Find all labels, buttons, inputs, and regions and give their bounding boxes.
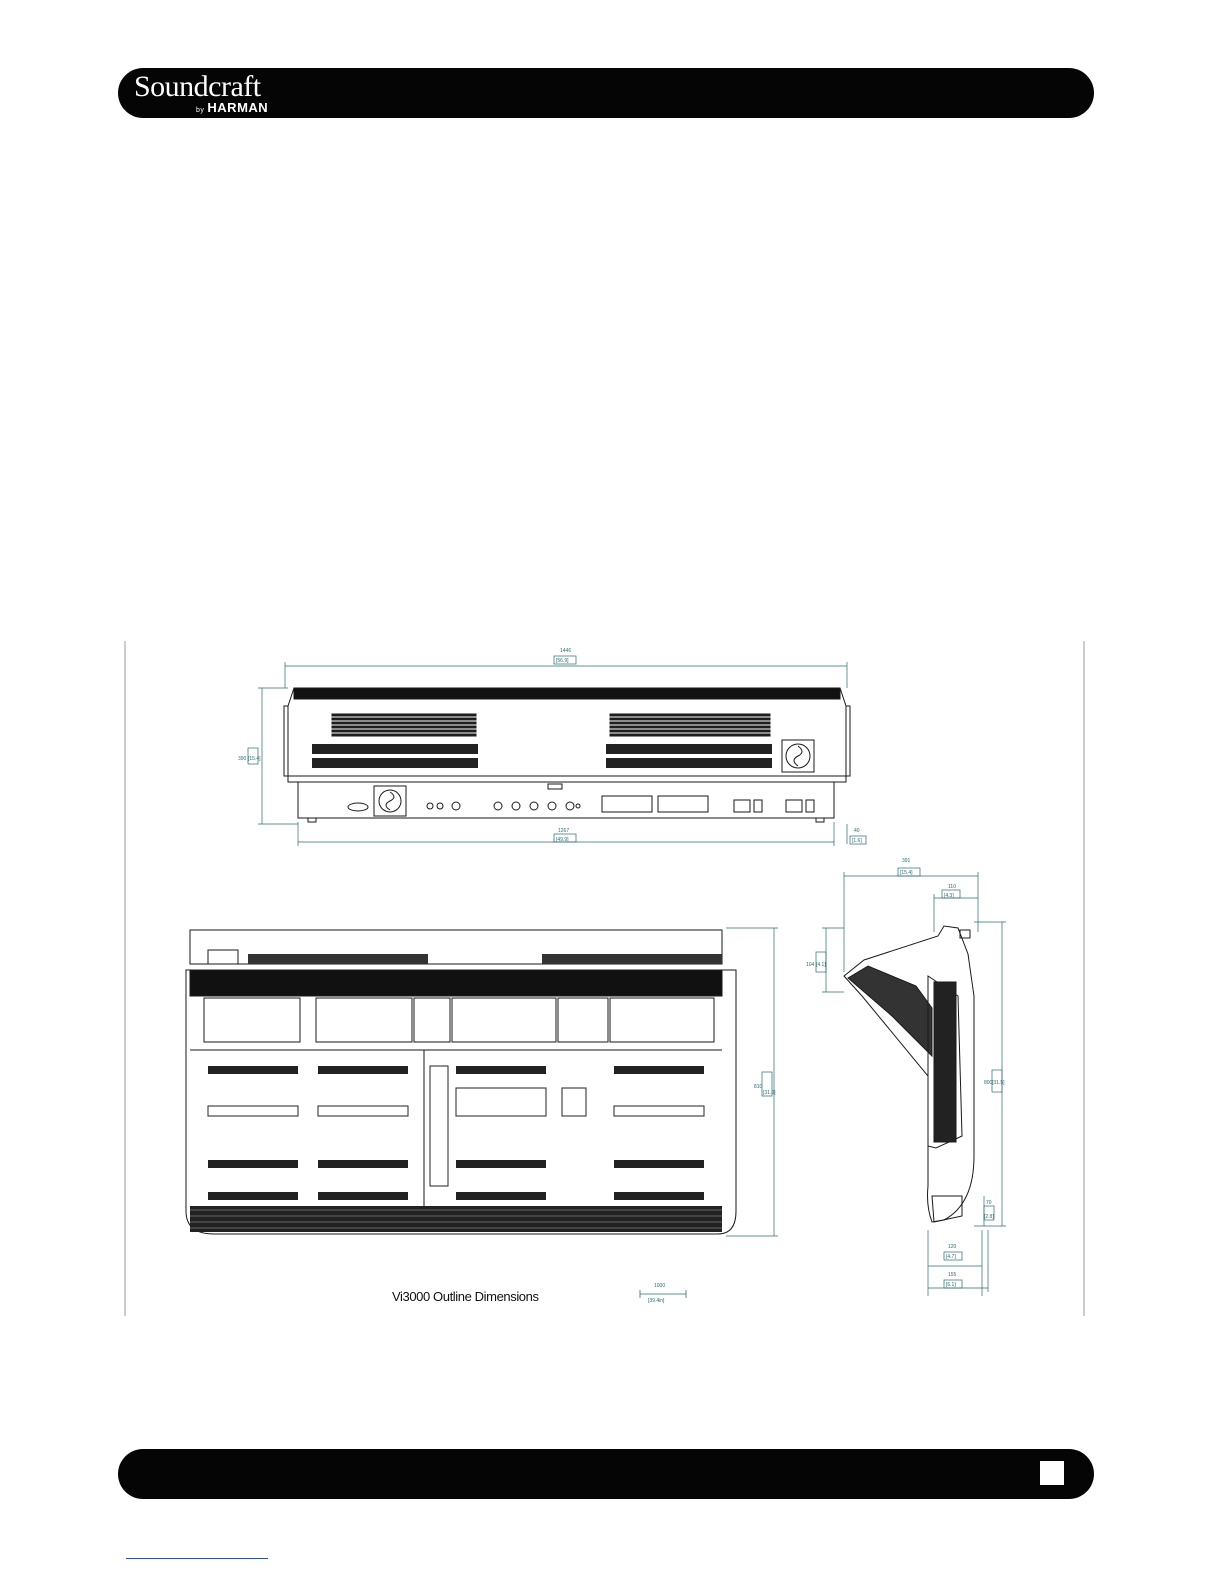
side-base-total-label: 155 [948, 1272, 957, 1278]
side-view-dimensions [816, 868, 1006, 1296]
rear-connectors-right [606, 744, 772, 768]
rear-base-inch: [49.9] [556, 837, 569, 843]
top-depth-label: 810 [754, 1084, 763, 1090]
rear-width-inch: [56.9] [556, 658, 569, 664]
side-base-total-inch: [6.1] [946, 1282, 956, 1288]
brand-by: by [196, 107, 205, 114]
outline-dimensions-drawing [122, 636, 1088, 1320]
header-bar [118, 68, 1094, 118]
side-rear-height-inch: [4.1] [816, 962, 826, 968]
rear-height-inch: [15.4] [248, 756, 261, 762]
brand-parent-name: HARMAN [207, 100, 269, 115]
side-view [844, 926, 974, 1222]
top-view-faders [208, 1066, 704, 1200]
rear-vent-right [610, 714, 770, 736]
side-rear-height-label: 104 [806, 962, 815, 968]
rear-height-label: 390 [238, 756, 247, 762]
rear-base-label: 1267 [558, 828, 570, 834]
page-number-box [1040, 1461, 1064, 1485]
figure-caption: Vi3000 Outline Dimensions [392, 1289, 539, 1304]
side-top-depth-inch: [15.4] [900, 870, 913, 876]
side-front-lip-label: 70 [986, 1200, 992, 1206]
rear-foot-label: 40 [854, 828, 860, 834]
rear-vent-left [332, 714, 476, 736]
top-view [186, 930, 736, 1234]
side-height-inch: [31.5] [992, 1080, 1005, 1086]
scale-label-bottom: [39.4in] [648, 1298, 665, 1304]
side-top-inset-label: 110 [948, 884, 956, 890]
side-top-inset-inch: [4.3] [944, 893, 954, 899]
rear-view [284, 688, 850, 822]
side-base-front-inch: [4.7] [946, 1254, 956, 1260]
side-base-front-label: 120 [948, 1244, 957, 1250]
side-top-depth-label: 391 [902, 858, 911, 864]
rear-connectors-left [312, 744, 478, 768]
bottom-underline [126, 1558, 268, 1559]
top-depth-inch: [31.9] [763, 1090, 776, 1096]
brand-parent [196, 100, 268, 115]
brand-logo: Soundcraft [134, 70, 261, 103]
top-view-dimensions [726, 928, 778, 1236]
side-front-lip-inch: [2.8] [984, 1214, 994, 1220]
scale-label-top: 1000 [654, 1283, 666, 1289]
side-height-label: 800 [984, 1080, 993, 1086]
rear-width-label: 1446 [560, 648, 572, 654]
footer-bar [118, 1449, 1094, 1499]
rear-foot-inch: [1.6] [852, 838, 862, 844]
scale-bar [636, 1280, 690, 1304]
